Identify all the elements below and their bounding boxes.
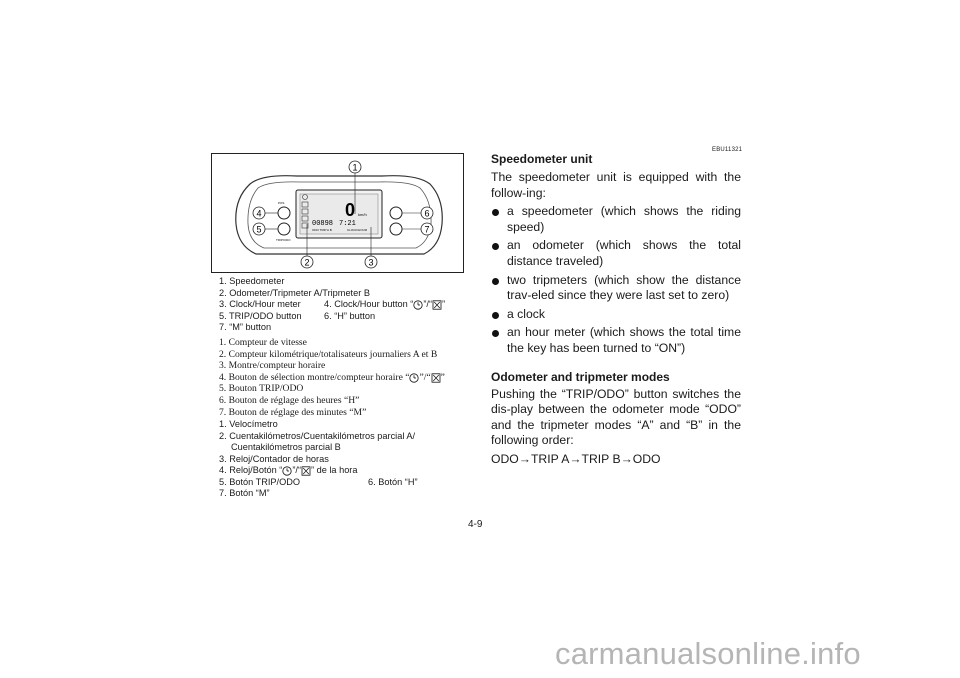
bullet-text: two tripmeters (which show the distance trav-eled since they were last set to zero) <box>507 272 741 303</box>
caption-fr-2: 2. Compteur kilométrique/totalisateurs journaliers A et B <box>219 348 438 360</box>
caption-en-row-3-4 <box>219 299 469 311</box>
caption-en-4 <box>324 299 445 311</box>
bullet-icon <box>492 243 499 250</box>
captions-spanish <box>219 419 469 500</box>
left-button-label: TRIP/ODO <box>276 238 291 242</box>
caption-fr-1: 1. Compteur de vitesse <box>219 337 307 348</box>
caption-fr-6: 6. Bouton de réglage des heures “H” <box>219 394 360 406</box>
caption-fr-5: 5. Bouton TRIP/ODO <box>219 383 304 395</box>
bullet-text: a speedometer (which shows the riding speed) <box>507 204 741 234</box>
bullet-item <box>491 307 741 323</box>
caption-en-4-mid: ”/“ <box>423 299 433 309</box>
caption-en-4-post: ” <box>442 299 446 309</box>
instrument-illustration <box>212 154 463 272</box>
bullet-item <box>491 273 741 304</box>
callout-2: 2 <box>304 257 310 268</box>
caption-en-row-5-6 <box>219 311 469 323</box>
watermark: carmanualsonline.info <box>555 636 861 671</box>
bullet-item <box>491 325 741 356</box>
caption-en-7: 7. “M” button <box>219 322 272 332</box>
display-odometer: 00898 <box>312 220 334 228</box>
caption-es-7: 7. Botón “M” <box>219 488 270 498</box>
section-code: EBU11321 <box>712 147 743 153</box>
display-clock-label: CLOCK/HOUR <box>347 228 368 232</box>
caption-es-5: 5. Botón TRIP/ODO <box>219 476 301 487</box>
callout-4: 4 <box>256 208 262 219</box>
caption-fr-4-mid: ”/“ <box>419 371 431 383</box>
caption-en-2: 2. Odometer/Tripmeter A/Tripmeter B <box>219 287 370 298</box>
clock-icon <box>282 466 292 476</box>
display-clock: 7:21 <box>339 220 356 228</box>
caption-es-3: 3. Reloj/Contador de horas <box>219 453 329 464</box>
caption-es-row-5-6 <box>219 477 469 489</box>
callout-7: 7 <box>424 224 430 235</box>
heading-odometer-modes: Odometer and tripmeter modes <box>491 369 670 384</box>
modes-paragraph: Pushing the “TRIP/ODO” button switches the dis-play between the odometer mode “ODO” and the tripmeter modes “A” and “B” in the following order: <box>491 386 741 448</box>
caption-en-5: 5. TRIP/ODO button <box>219 310 302 321</box>
callout-1: 1 <box>352 162 358 173</box>
bullet-icon <box>492 312 499 319</box>
caption-fr-4-post: ” <box>440 371 445 383</box>
display-mode-labels: ODO TRIP A B <box>312 228 332 232</box>
hourglass-icon <box>432 300 442 310</box>
captions-french <box>219 337 469 418</box>
caption-es-2a: 2. Cuentakilómetros/Cuentakilómetros parcial A/ <box>219 430 416 441</box>
clock-icon <box>409 373 419 383</box>
bullet-item <box>491 204 741 235</box>
caption-es-4-pre: 4. Reloj/Botón “ <box>219 465 283 475</box>
caption-fr-7: 7. Bouton de réglage des minutes “M” <box>219 406 367 418</box>
caption-es-4-mid: ”/“ <box>292 465 301 475</box>
hourglass-icon <box>301 466 311 476</box>
caption-es-2b: Cuentakilómetros parcial B <box>231 442 341 452</box>
heading-speedometer-unit: Speedometer unit <box>491 152 593 166</box>
caption-en-1: 1. Speedometer <box>219 276 285 286</box>
caption-fr-4-pre: 4. Bouton de sélection montre/compteur horaire “ <box>219 371 410 383</box>
bullet-item <box>491 238 741 269</box>
captions-english <box>219 276 469 334</box>
instrument-figure <box>211 153 464 273</box>
right-column <box>491 152 741 468</box>
callout-5: 5 <box>256 224 262 235</box>
hourglass-icon <box>431 373 441 383</box>
caption-es-6: 6. Botón “H” <box>368 476 418 487</box>
left-top-label: POS <box>278 201 285 205</box>
caption-en-6: 6. “H” button <box>324 310 376 321</box>
caption-es-4-post: ” de la hora <box>311 465 358 475</box>
display-speed: 0 <box>345 200 356 220</box>
caption-fr-3: 3. Montre/compteur horaire <box>219 360 326 372</box>
page-number: 4-9 <box>468 519 483 530</box>
bullet-text: a clock <box>507 306 545 321</box>
bullet-icon <box>492 209 499 216</box>
intro-paragraph: The speedometer unit is equipped with the follow-ing: <box>491 170 741 200</box>
caption-es-1: 1. Velocímetro <box>219 419 278 429</box>
callout-3: 3 <box>368 257 374 268</box>
bullet-icon <box>492 278 499 285</box>
clock-icon <box>413 300 423 310</box>
mode-sequence: ODO→TRIP A→TRIP B→ODO <box>491 451 661 466</box>
bullet-text: an hour meter (which shows the total time the key has been turned to “ON”) <box>507 325 741 355</box>
caption-en-4-pre: 4. Clock/Hour button “ <box>324 299 414 309</box>
bullet-icon <box>492 330 499 337</box>
caption-fr-4 <box>219 372 469 384</box>
callout-6: 6 <box>424 208 430 219</box>
caption-es-4 <box>219 465 469 477</box>
bullet-text: an odometer (which shows the total distance traveled) <box>507 238 741 268</box>
caption-en-3: 3. Clock/Hour meter <box>219 299 301 309</box>
display-speed-unit: km/h <box>358 212 367 217</box>
